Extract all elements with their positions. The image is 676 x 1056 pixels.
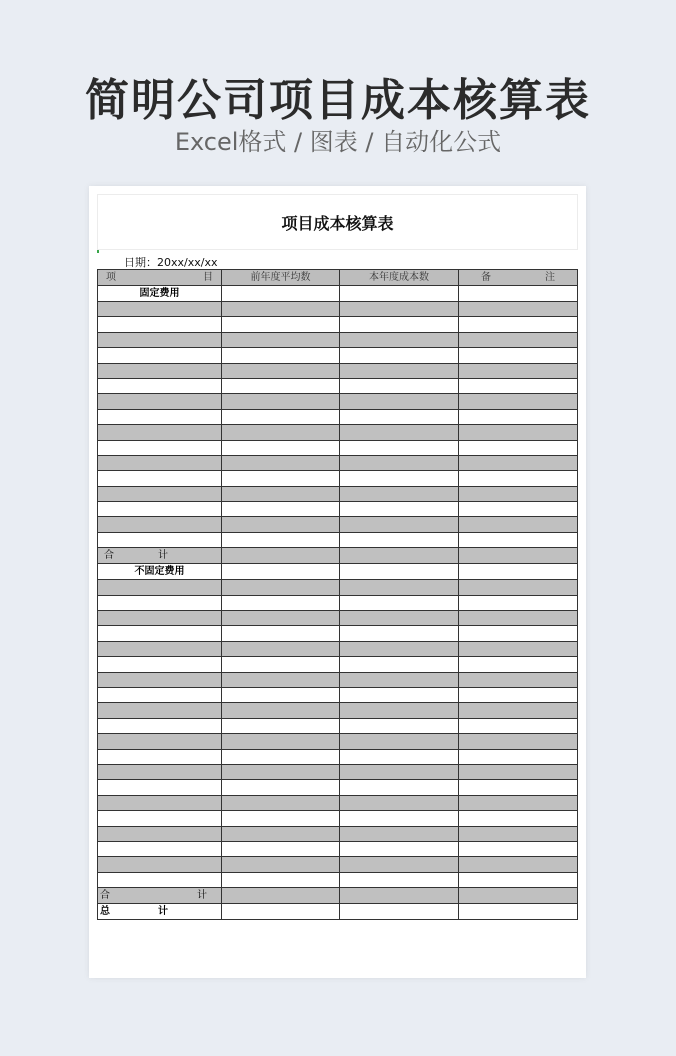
table-cell[interactable] — [98, 718, 222, 733]
table-cell[interactable] — [459, 826, 578, 841]
header-row — [98, 270, 578, 286]
table-cell[interactable] — [222, 734, 340, 749]
table-cell[interactable] — [459, 532, 578, 547]
table-cell[interactable] — [222, 409, 340, 424]
table-cell[interactable] — [222, 626, 340, 641]
table-cell[interactable] — [459, 471, 578, 486]
table-cell[interactable] — [222, 394, 340, 409]
table-row — [98, 841, 578, 856]
table-cell[interactable] — [98, 548, 222, 564]
table-cell[interactable] — [340, 348, 459, 363]
table-cell[interactable] — [340, 302, 459, 317]
table-cell[interactable] — [340, 795, 459, 810]
table-cell[interactable] — [459, 841, 578, 856]
table-cell[interactable] — [340, 904, 459, 920]
table-cell[interactable] — [459, 795, 578, 810]
table-row — [98, 780, 578, 795]
table-cell[interactable] — [222, 425, 340, 440]
table-cell[interactable] — [340, 517, 459, 532]
table-cell[interactable] — [98, 611, 222, 626]
table-cell[interactable] — [98, 641, 222, 656]
table-cell[interactable] — [222, 641, 340, 656]
table-cell[interactable] — [222, 286, 340, 302]
table-cell[interactable] — [222, 857, 340, 872]
table-cell[interactable] — [222, 471, 340, 486]
table-cell[interactable] — [98, 841, 222, 856]
table-cell[interactable] — [340, 888, 459, 904]
variable-subtotal-left: 合 — [100, 890, 110, 902]
table-cell[interactable] — [340, 703, 459, 718]
sheet-title — [97, 194, 578, 250]
table-cell[interactable] — [459, 857, 578, 872]
header-curr-cost: 本年度成本数 — [340, 270, 459, 286]
table-cell[interactable] — [459, 317, 578, 332]
table-cell[interactable] — [222, 611, 340, 626]
table-cell[interactable] — [340, 363, 459, 378]
table-cell[interactable] — [222, 440, 340, 455]
fixed-section-row — [98, 286, 578, 302]
table-cell[interactable] — [222, 687, 340, 702]
table-cell[interactable] — [98, 626, 222, 641]
table-cell[interactable] — [98, 872, 222, 887]
table-cell[interactable] — [98, 734, 222, 749]
table-cell[interactable] — [340, 332, 459, 347]
table-cell[interactable] — [98, 517, 222, 532]
table-cell[interactable] — [340, 657, 459, 672]
table-row — [98, 580, 578, 595]
table-cell[interactable] — [98, 780, 222, 795]
table-cell[interactable] — [222, 564, 340, 580]
header-item-left: 项 — [106, 272, 116, 283]
table-row — [98, 611, 578, 626]
table-row — [98, 811, 578, 826]
table-cell[interactable] — [98, 764, 222, 779]
table-cell[interactable] — [98, 471, 222, 486]
table-cell[interactable] — [340, 734, 459, 749]
table-row — [98, 394, 578, 409]
table-cell[interactable] — [459, 904, 578, 920]
table-cell[interactable] — [98, 425, 222, 440]
table-cell[interactable] — [98, 904, 222, 920]
table-cell[interactable] — [98, 363, 222, 378]
table-cell[interactable] — [459, 302, 578, 317]
table-cell[interactable] — [222, 486, 340, 501]
header-note-left: 备 — [481, 272, 491, 283]
sheet-title-text: 项目成本核算表 — [281, 213, 394, 233]
table-cell[interactable] — [459, 455, 578, 470]
header-prev-avg: 前年度平均数 — [222, 270, 340, 286]
variable-subtotal-row — [98, 888, 578, 904]
table-cell[interactable] — [340, 857, 459, 872]
table-cell[interactable] — [222, 580, 340, 595]
table-row — [98, 641, 578, 656]
table-cell[interactable] — [222, 888, 340, 904]
table-cell[interactable] — [459, 332, 578, 347]
table-row — [98, 687, 578, 702]
table-cell[interactable] — [459, 749, 578, 764]
table-cell[interactable] — [340, 611, 459, 626]
table-cell[interactable] — [459, 626, 578, 641]
table-cell[interactable] — [222, 872, 340, 887]
table-cell[interactable] — [98, 564, 222, 580]
table-cell[interactable] — [340, 502, 459, 517]
banner-subtitle: Excel格式 / 图表 / 自动化公式 — [174, 128, 502, 156]
table-row — [98, 471, 578, 486]
table-cell[interactable] — [459, 888, 578, 904]
table-cell[interactable] — [98, 595, 222, 610]
table-row — [98, 532, 578, 547]
table-row — [98, 626, 578, 641]
table-cell[interactable] — [222, 363, 340, 378]
table-row — [98, 409, 578, 424]
date-label: 日期：20xx/xx/xx — [124, 256, 218, 269]
grand-total-left: 总 — [100, 906, 110, 918]
table-row — [98, 317, 578, 332]
table-row — [98, 595, 578, 610]
table-cell[interactable] — [222, 904, 340, 920]
table-cell[interactable] — [222, 317, 340, 332]
table-cell[interactable] — [340, 409, 459, 424]
table-cell[interactable] — [98, 440, 222, 455]
table-cell[interactable] — [459, 657, 578, 672]
fixed-subtotal-right: 计 — [158, 550, 168, 562]
table-cell[interactable] — [222, 657, 340, 672]
table-cell[interactable] — [340, 548, 459, 564]
table-cell[interactable] — [98, 348, 222, 363]
table-cell[interactable] — [222, 532, 340, 547]
variable-label: 不固定费用 — [134, 566, 185, 578]
table-cell[interactable] — [459, 425, 578, 440]
table-cell[interactable] — [98, 409, 222, 424]
table-row — [98, 764, 578, 779]
grand-total-row — [98, 904, 578, 920]
table-cell[interactable] — [459, 517, 578, 532]
table-cell[interactable] — [340, 425, 459, 440]
grand-total-right: 计 — [158, 906, 168, 918]
table-cell[interactable] — [98, 486, 222, 501]
table-cell[interactable] — [459, 363, 578, 378]
table-cell[interactable] — [222, 780, 340, 795]
table-cell[interactable] — [340, 687, 459, 702]
table-cell[interactable] — [340, 872, 459, 887]
table-cell[interactable] — [222, 841, 340, 856]
table-cell[interactable] — [98, 672, 222, 687]
table-cell[interactable] — [222, 302, 340, 317]
table-cell[interactable] — [459, 378, 578, 393]
table-cell[interactable] — [340, 378, 459, 393]
table-row — [98, 332, 578, 347]
table-cell[interactable] — [340, 764, 459, 779]
table-row — [98, 657, 578, 672]
fixed-subtotal-row — [98, 548, 578, 564]
table-row — [98, 425, 578, 440]
table-row — [98, 857, 578, 872]
table-row — [98, 734, 578, 749]
table-cell[interactable] — [222, 795, 340, 810]
table-cell[interactable] — [459, 548, 578, 564]
table-cell[interactable] — [222, 826, 340, 841]
table-row — [98, 826, 578, 841]
table-row — [98, 378, 578, 393]
table-cell[interactable] — [98, 749, 222, 764]
table-cell[interactable] — [222, 811, 340, 826]
spreadsheet — [89, 186, 586, 978]
header-note — [459, 270, 578, 286]
table-cell[interactable] — [459, 734, 578, 749]
variable-subtotal-right: 计 — [197, 890, 207, 902]
table-cell[interactable] — [340, 595, 459, 610]
table-cell[interactable] — [340, 471, 459, 486]
table-cell[interactable] — [98, 332, 222, 347]
table-row — [98, 795, 578, 810]
table-cell[interactable] — [459, 811, 578, 826]
table-cell[interactable] — [222, 455, 340, 470]
table-cell[interactable] — [340, 811, 459, 826]
table-row — [98, 348, 578, 363]
table-row — [98, 502, 578, 517]
table-cell[interactable] — [459, 764, 578, 779]
table-cell[interactable] — [340, 749, 459, 764]
table-cell[interactable] — [459, 872, 578, 887]
table-cell[interactable] — [222, 548, 340, 564]
fixed-subtotal-left: 合 — [104, 550, 114, 562]
table-row — [98, 455, 578, 470]
table-cell[interactable] — [340, 780, 459, 795]
table-cell[interactable] — [98, 286, 222, 302]
table-cell[interactable] — [459, 718, 578, 733]
table-cell[interactable] — [340, 826, 459, 841]
header-note-right: 注 — [545, 272, 555, 283]
table-cell[interactable] — [98, 795, 222, 810]
table-cell[interactable] — [222, 348, 340, 363]
table-cell[interactable] — [459, 611, 578, 626]
table-cell[interactable] — [222, 764, 340, 779]
table-cell[interactable] — [222, 703, 340, 718]
table-cell[interactable] — [340, 580, 459, 595]
table-cell[interactable] — [459, 394, 578, 409]
table-cell[interactable] — [98, 317, 222, 332]
table-cell[interactable] — [222, 517, 340, 532]
table-cell[interactable] — [98, 811, 222, 826]
table-cell[interactable] — [459, 409, 578, 424]
table-cell[interactable] — [340, 394, 459, 409]
table-cell[interactable] — [98, 502, 222, 517]
table-cell[interactable] — [222, 502, 340, 517]
table-cell[interactable] — [98, 302, 222, 317]
table-cell[interactable] — [340, 440, 459, 455]
table-cell[interactable] — [459, 641, 578, 656]
table-row — [98, 718, 578, 733]
table-cell[interactable] — [340, 718, 459, 733]
table-cell[interactable] — [222, 718, 340, 733]
table-cell[interactable] — [459, 486, 578, 501]
table-row — [98, 872, 578, 887]
table-cell[interactable] — [340, 486, 459, 501]
table-row — [98, 672, 578, 687]
cell-marker — [97, 250, 99, 253]
table-cell[interactable] — [340, 317, 459, 332]
table-cell[interactable] — [340, 672, 459, 687]
table-cell[interactable] — [222, 749, 340, 764]
cost-table — [97, 269, 578, 920]
table-cell[interactable] — [459, 780, 578, 795]
table-cell[interactable] — [98, 657, 222, 672]
table-cell[interactable] — [459, 703, 578, 718]
table-row — [98, 749, 578, 764]
table-cell[interactable] — [340, 532, 459, 547]
table-cell[interactable] — [222, 332, 340, 347]
table-cell[interactable] — [98, 857, 222, 872]
table-cell[interactable] — [222, 378, 340, 393]
table-cell[interactable] — [98, 378, 222, 393]
table-cell[interactable] — [459, 672, 578, 687]
table-cell[interactable] — [459, 502, 578, 517]
table-cell[interactable] — [340, 455, 459, 470]
table-cell[interactable] — [98, 580, 222, 595]
variable-section-row — [98, 564, 578, 580]
header-item-right: 目 — [203, 272, 213, 283]
table-cell[interactable] — [340, 564, 459, 580]
table-cell[interactable] — [98, 826, 222, 841]
table-cell[interactable] — [98, 532, 222, 547]
table-cell[interactable] — [459, 286, 578, 302]
table-cell[interactable] — [98, 687, 222, 702]
table-row — [98, 440, 578, 455]
table-cell[interactable] — [98, 703, 222, 718]
table-cell[interactable] — [459, 564, 578, 580]
table-row — [98, 703, 578, 718]
table-cell[interactable] — [340, 286, 459, 302]
table-row — [98, 363, 578, 378]
table-cell[interactable] — [459, 580, 578, 595]
table-cell[interactable] — [98, 455, 222, 470]
header-item — [98, 270, 222, 286]
table-cell[interactable] — [98, 394, 222, 409]
table-cell[interactable] — [98, 888, 222, 904]
table-cell[interactable] — [340, 841, 459, 856]
banner-title: 简明公司项目成本核算表 — [85, 75, 591, 126]
table-row — [98, 486, 578, 501]
table-cell[interactable] — [459, 595, 578, 610]
table-cell[interactable] — [340, 626, 459, 641]
table-row — [98, 302, 578, 317]
table-cell[interactable] — [459, 687, 578, 702]
table-cell[interactable] — [459, 440, 578, 455]
fixed-label: 固定费用 — [139, 288, 180, 299]
table-cell[interactable] — [222, 672, 340, 687]
table-row — [98, 517, 578, 532]
table-cell[interactable] — [459, 348, 578, 363]
table-cell[interactable] — [340, 641, 459, 656]
table-cell[interactable] — [222, 595, 340, 610]
